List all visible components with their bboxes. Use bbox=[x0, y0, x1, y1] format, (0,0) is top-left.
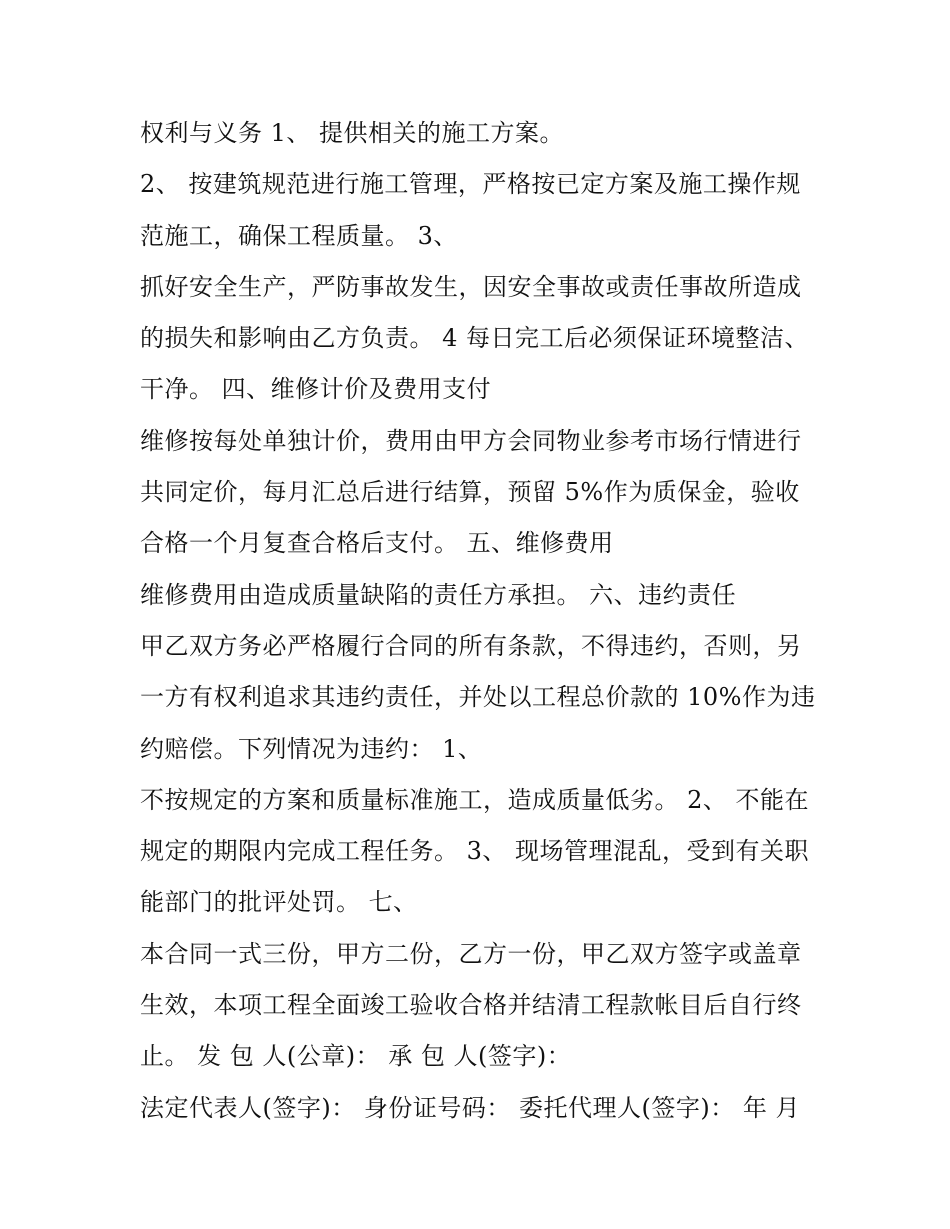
text-line: 不按规定的方案和质量标准施工，造成质量低劣。 2、 不能在 bbox=[140, 785, 810, 814]
text-line: 生效，本项工程全面竣工验收合格并结清工程款帐目后自行终 bbox=[140, 991, 802, 1020]
text-line: 的损失和影响由乙方负责。 4 每日完工后必须保证环境整洁、 bbox=[140, 324, 810, 353]
text-line: 权利与义务 1、 提供相关的施工方案。 bbox=[140, 119, 565, 147]
text-line: 法定代表人(签字)： 身份证号码： 委托代理人(签字)： 年 月 bbox=[140, 1093, 800, 1122]
text-line: 共同定价，每月汇总后进行结算，预留 5%作为质保金，验收 bbox=[140, 478, 800, 507]
contract-text bbox=[140, 108, 820, 1134]
text-line: 干净。 四、维修计价及费用支付 bbox=[140, 375, 492, 404]
text-line: 甲乙双方务必严格履行合同的所有条款，不得违约，否则，另 bbox=[140, 631, 802, 660]
text-line: 止。 发 包 人(公章)： 承 包 人(签字)： bbox=[140, 1042, 572, 1071]
text-line: 2、 按建筑规范进行施工管理，严格按已定方案及施工操作规 bbox=[140, 170, 801, 199]
text-line: 能部门的批评处罚。 七、 bbox=[140, 888, 418, 917]
text-line: 约赔偿。下列情况为违约： 1、 bbox=[140, 734, 483, 763]
text-line: 抓好安全生产，严防事故发生，因安全事故或责任事故所造成 bbox=[140, 272, 802, 301]
text-line: 范施工，确保工程质量。 3、 bbox=[140, 221, 458, 250]
text-line: 一方有权利追求其违约责任，并处以工程总价款的 10%作为违 bbox=[140, 683, 816, 712]
text-line: 合格一个月复查合格后支付。 五、维修费用 bbox=[140, 529, 614, 558]
text-line: 本合同一式三份，甲方二份，乙方一份，甲乙双方签字或盖章 bbox=[140, 939, 802, 968]
text-line: 维修按每处单独计价，费用由甲方会同物业参考市场行情进行 bbox=[140, 426, 802, 455]
text-line: 规定的期限内完成工程任务。 3、 现场管理混乱，受到有关职 bbox=[140, 837, 810, 866]
text-line: 维修费用由造成质量缺陷的责任方承担。 六、违约责任 bbox=[140, 580, 737, 609]
